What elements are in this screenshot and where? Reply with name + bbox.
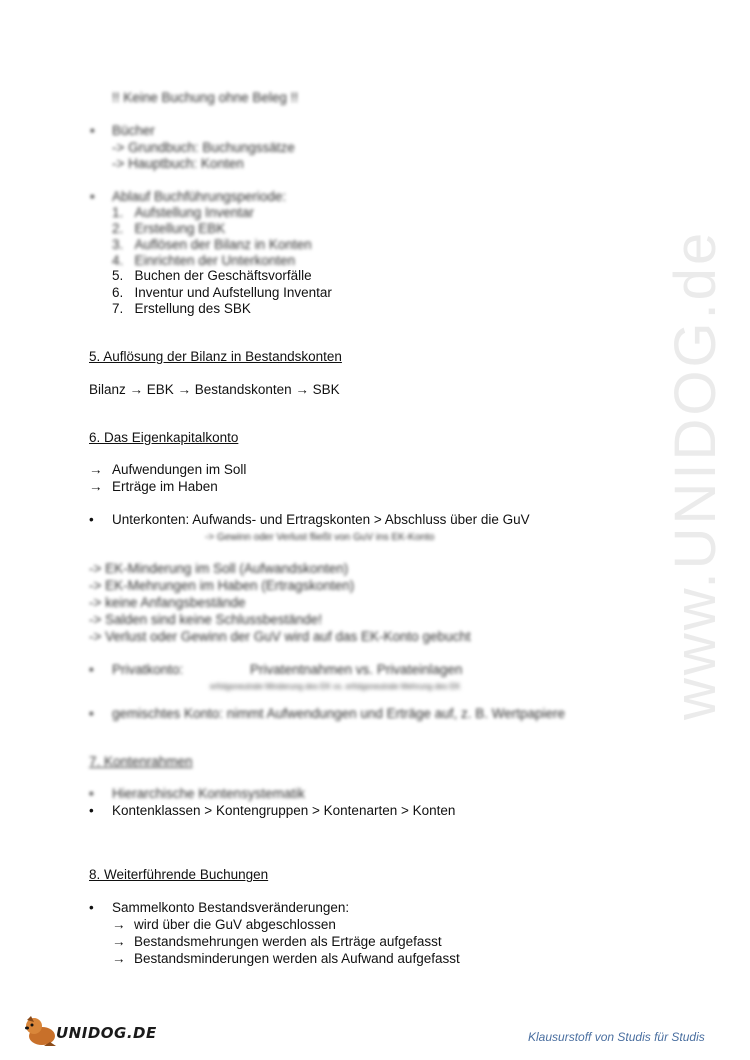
blurred-list-item: -> Verlust oder Gewinn der GuV wird auf das EK-Konto gebucht (89, 629, 471, 644)
blurred-list-item: -> Salden sind keine Schlussbestände! (89, 612, 323, 627)
bullet-dot: • (90, 189, 95, 204)
blurred-step-3: 3. Auflösen der Bilanz in Konten (112, 237, 312, 252)
arrow-icon: → (89, 479, 103, 494)
watermark: www.UNIDOG.de (663, 229, 728, 720)
unterkonten-sub: -> Gewinn oder Verlust fließt von GuV ins EK-Konto (205, 532, 435, 543)
privatkonto-value: Privatentnahmen vs. Privateinlagen (250, 662, 463, 677)
blurred-step-1: 1. Aufstellung Inventar (112, 205, 254, 220)
aufwendungen-line: Aufwendungen im Soll (112, 462, 247, 477)
section-8-heading: 8. Weiterführende Buchungen (89, 867, 269, 882)
bullet-dot: • (90, 123, 95, 138)
section-7-heading: 7. Kontenrahmen (89, 754, 193, 769)
arrow-icon: → (112, 951, 126, 966)
kontensystematik-line: Hierarchische Kontensystematik (112, 786, 305, 801)
bullet-dot: • (89, 786, 94, 801)
kontenklassen-line: Kontenklassen > Kontengruppen > Kontenarten > Konten (112, 803, 456, 818)
step-5: 5. Buchen der Geschäftsvorfälle (112, 268, 312, 283)
arrow-icon: → (112, 917, 126, 932)
bullet-dot: • (89, 803, 94, 818)
section-5-line: Bilanz → EBK → Bestandskonten → SBK (89, 382, 340, 397)
blurred-buecher-sub2: -> Hauptbuch: Konten (112, 156, 244, 171)
unterkonten-line: Unterkonten: Aufwands- und Ertragskonten > Abschluss über die GuV (112, 512, 530, 527)
arrow-icon: → (89, 462, 103, 477)
blurred-step-4: 4. Einrichten der Unterkonten (112, 253, 296, 268)
bullet-dot: • (89, 512, 94, 527)
privatkonto-label: Privatkonto: (112, 662, 184, 677)
blurred-list-item: -> EK-Minderung im Soll (Aufwandskonten) (89, 561, 349, 576)
ertraege-line: Erträge im Haben (112, 479, 218, 494)
blurred-buecher-sub1: -> Grundbuch: Buchungssätze (112, 140, 295, 155)
blurred-list-item: -> keine Anfangsbestände (89, 595, 246, 610)
bestandsmehrungen: Bestandsmehrungen werden als Erträge aufgefasst (134, 934, 442, 949)
sammelkonto-line: Sammelkonto Bestandsveränderungen: (112, 900, 350, 915)
blurred-buecher: Bücher (112, 123, 155, 138)
guv-abgeschlossen: wird über die GuV abgeschlossen (134, 917, 336, 932)
bullet-dot: • (89, 662, 94, 677)
section-5-heading: 5. Auflösung der Bilanz in Bestandskonten (89, 349, 342, 364)
bestandsminderungen: Bestandsminderungen werden als Aufwand aufgefasst (134, 951, 460, 966)
arrow-icon: → (112, 934, 126, 949)
blurred-list-item: -> EK-Mehrungen im Haben (Ertragskonten) (89, 578, 355, 593)
privatkonto-sub: erfolgsneutrale Minderung des EK vs. erfolgsneutrale Mehrung des EK (210, 682, 461, 691)
gemischtes-konto: gemischtes Konto: nimmt Aufwendungen und Erträge auf, z. B. Wertpapiere (112, 706, 566, 721)
logo-text: UNIDOG.DE (56, 1024, 157, 1042)
blurred-ablauf: Ablauf Buchführungsperiode: (112, 189, 287, 204)
bullet-dot: • (89, 706, 94, 721)
blurred-step-2: 2. Erstellung EBK (112, 221, 226, 236)
step-6: 6. Inventur und Aufstellung Inventar (112, 285, 332, 300)
section-6-heading: 6. Das Eigenkapitalkonto (89, 430, 239, 445)
footer-tagline: Klausurstoff von Studis für Studis (528, 1030, 705, 1044)
bullet-dot: • (89, 900, 94, 915)
step-7: 7. Erstellung des SBK (112, 301, 251, 316)
blurred-note: !! Keine Buchung ohne Beleg !! (112, 90, 299, 105)
